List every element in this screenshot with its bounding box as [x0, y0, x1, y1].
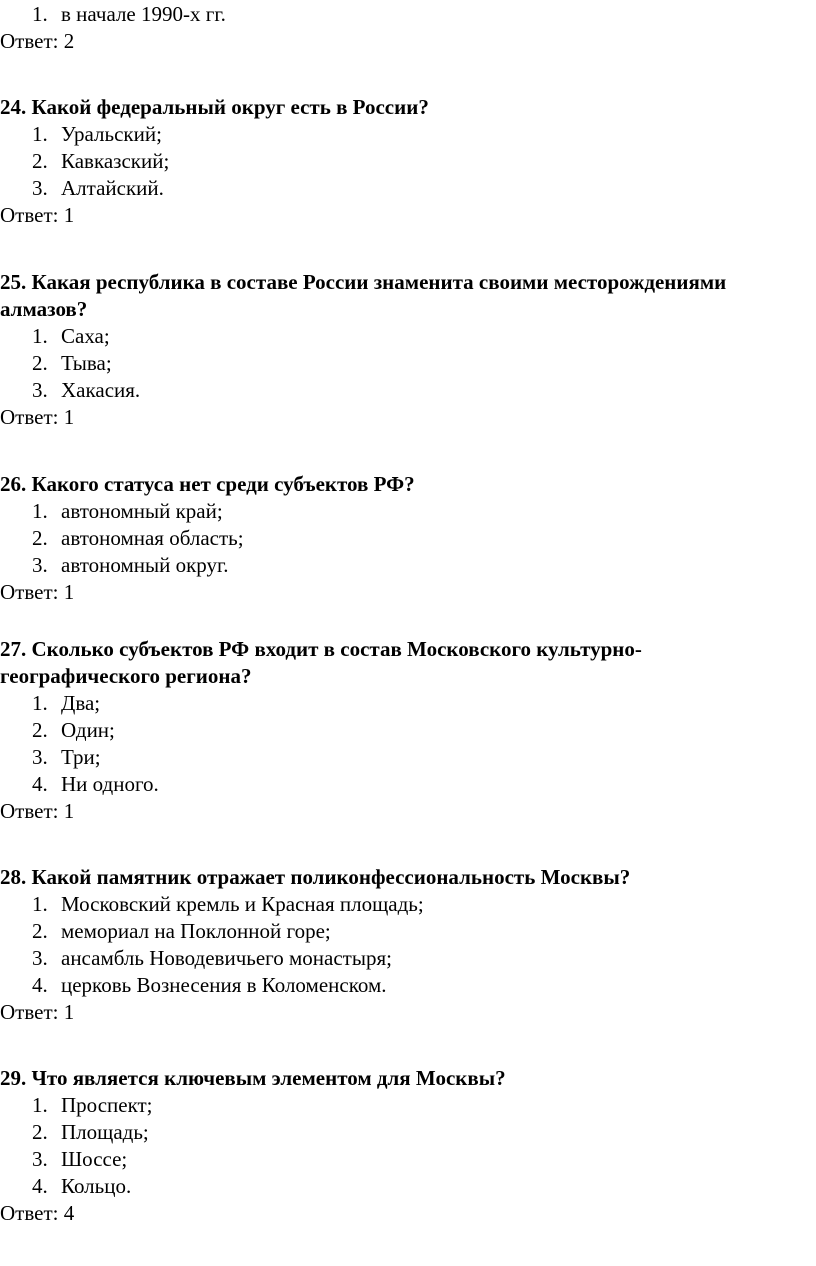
- option-number: 4.: [32, 1174, 48, 1198]
- answer-line: Ответ: 1: [0, 580, 75, 604]
- question-title: 26. Какого статуса нет среди субъектов РФ?: [0, 472, 415, 496]
- option-number: 2.: [32, 149, 48, 173]
- option-text: Один;: [61, 718, 115, 742]
- option-text: Уральский;: [61, 122, 162, 146]
- option-text: Саха;: [61, 324, 110, 348]
- option-text: Проспект;: [61, 1093, 153, 1117]
- option-text: автономная область;: [61, 526, 244, 550]
- option-number: 4.: [32, 973, 48, 997]
- option-number: 2.: [32, 919, 48, 943]
- question-title: 29. Что является ключевым элементом для Москвы?: [0, 1066, 506, 1090]
- option-number: 1.: [32, 892, 48, 916]
- option-number: 2.: [32, 351, 48, 375]
- option-number: 3.: [32, 745, 48, 769]
- option-number: 4.: [32, 772, 48, 796]
- option-text: в начале 1990-х гг.: [61, 2, 226, 26]
- option-number: 1.: [32, 122, 48, 146]
- option-text: Два;: [61, 691, 101, 715]
- option-number: 1.: [32, 1093, 48, 1117]
- option-text: Московский кремль и Красная площадь;: [61, 892, 424, 916]
- answer-line: Ответ: 1: [0, 799, 75, 823]
- answer-line: Ответ: 2: [0, 29, 75, 53]
- option-text: церковь Вознесения в Коломенском.: [61, 973, 387, 997]
- option-number: 1.: [32, 691, 48, 715]
- option-number: 1.: [32, 499, 48, 523]
- option-text: Площадь;: [61, 1120, 149, 1144]
- option-text: Кавказский;: [61, 149, 170, 173]
- option-number: 2.: [32, 1120, 48, 1144]
- question-title: 28. Какой памятник отражает поликонфессиональность Москвы?: [0, 865, 631, 889]
- option-text: Шоссе;: [61, 1147, 128, 1171]
- option-number: 3.: [32, 1147, 48, 1171]
- answer-line: Ответ: 4: [0, 1201, 75, 1225]
- answer-line: Ответ: 1: [0, 1000, 75, 1024]
- option-text: автономный край;: [61, 499, 223, 523]
- option-number: 2.: [32, 526, 48, 550]
- option-text: мемориал на Поклонной горе;: [61, 919, 331, 943]
- question-title-continued: географического региона?: [0, 664, 252, 688]
- option-number: 1.: [32, 2, 48, 26]
- answer-line: Ответ: 1: [0, 405, 75, 429]
- option-number: 3.: [32, 946, 48, 970]
- option-text: ансамбль Новодевичьего монастыря;: [61, 946, 392, 970]
- question-title-continued: алмазов?: [0, 297, 88, 321]
- question-title: 25. Какая республика в составе России знаменита своими месторождениями: [0, 270, 727, 294]
- option-number: 3.: [32, 378, 48, 402]
- option-text: Три;: [61, 745, 101, 769]
- question-title: 24. Какой федеральный округ есть в России?: [0, 95, 429, 119]
- option-number: 3.: [32, 553, 48, 577]
- question-title: 27. Сколько субъектов РФ входит в состав Московского культурно-: [0, 637, 642, 661]
- option-text: Алтайский.: [61, 176, 164, 200]
- option-number: 1.: [32, 324, 48, 348]
- option-text: Хакасия.: [61, 378, 141, 402]
- option-text: Тыва;: [61, 351, 112, 375]
- answer-line: Ответ: 1: [0, 203, 75, 227]
- option-number: 2.: [32, 718, 48, 742]
- option-text: автономный округ.: [61, 553, 229, 577]
- option-text: Ни одного.: [61, 772, 159, 796]
- option-text: Кольцо.: [61, 1174, 132, 1198]
- option-number: 3.: [32, 176, 48, 200]
